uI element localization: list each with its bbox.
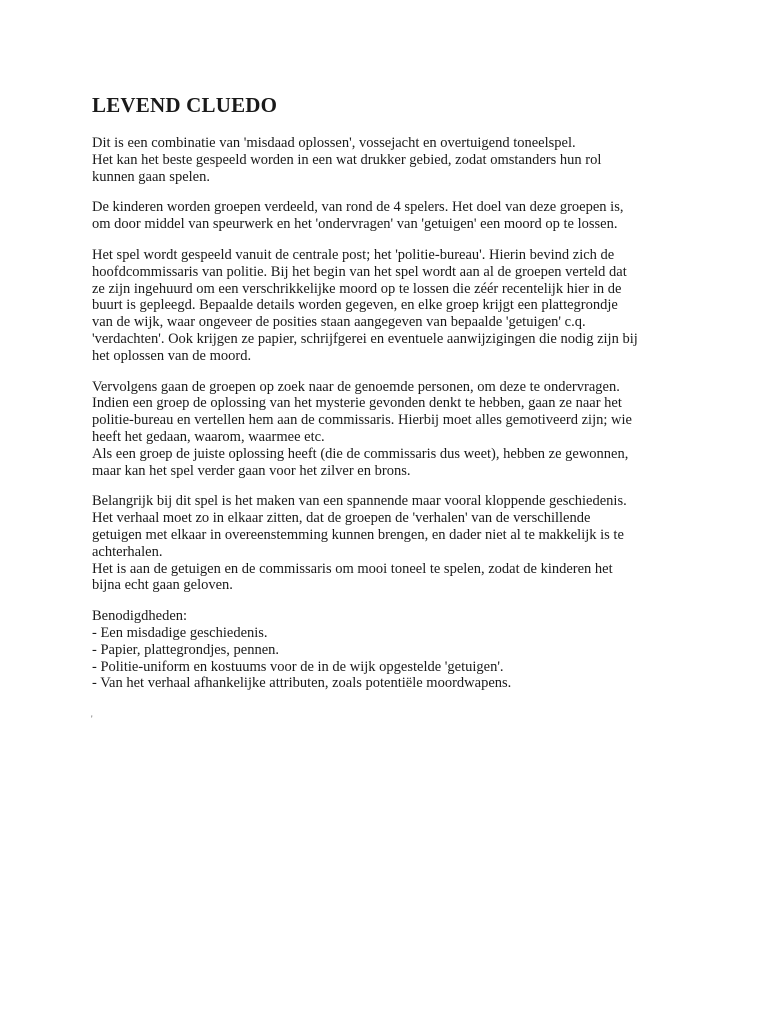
paragraph-story (92, 493, 682, 594)
paragraph-requirements (92, 608, 682, 692)
text-line: Vervolgens gaan de groepen op zoek naar de genoemde personen, om deze te ondervragen. (92, 378, 620, 395)
text-line: bijna echt gaan geloven. (92, 577, 233, 594)
requirement-item: - Papier, plattegrondjes, pennen. (92, 641, 280, 658)
text-line: om door middel van speurwerk en het 'ondervragen' van 'getuigen' een moord op te lossen. (92, 216, 618, 233)
text-line: heeft het gedaan, waarom, waarmee etc. (92, 428, 325, 445)
stray-mark: ' (91, 714, 93, 724)
text-line: Het is aan de getuigen en de commissaris om mooi toneel te spelen, zodat de kinderen het (92, 560, 613, 577)
text-line: het oplossen van de moord. (92, 347, 252, 364)
paragraph-setup (92, 247, 682, 365)
text-line: Het verhaal moet zo in elkaar zitten, dat de groepen de 'verhalen' van de verschillende (92, 510, 591, 527)
text-line: Het kan het beste gespeeld worden in een wat drukker gebied, zodat omstanders hun rol (92, 151, 602, 168)
paragraph-groups (92, 199, 682, 233)
document-title: LEVEND CLUEDO (92, 93, 278, 117)
text-line: achterhalen. (92, 543, 163, 560)
text-line: hoofdcommissaris van politie. Bij het begin van het spel wordt aan al de groepen verteld dat (92, 263, 627, 280)
text-line: 'verdachten'. Ook krijgen ze papier, schrijfgerei en eventuele aanwijzigingen die nodig zijn bij (92, 330, 638, 347)
text-line: Dit is een combinatie van 'misdaad oplossen', vossejacht en overtuigend toneelspel. (92, 135, 576, 151)
paragraph-gameplay (92, 379, 682, 480)
document-page (92, 92, 682, 706)
text-line: getuigen met elkaar in overeenstemming kunnen brengen, en dader niet al te makkelijk is te (92, 526, 624, 543)
text-line: ze zijn ingehuurd om een verschrikkelijke moord op te lossen die zéér recentelijk hier in de (92, 280, 622, 297)
requirement-item: - Van het verhaal afhankelijke attributen, zoals potentiële moordwapens. (92, 675, 512, 692)
text-line: kunnen gaan spelen. (92, 168, 210, 185)
text-line: buurt is gepleegd. Bepaalde details worden gegeven, en elke groep krijgt een plattegrondje (92, 297, 618, 314)
text-line: Belangrijk bij dit spel is het maken van een spannende maar vooral kloppende geschiedenis. (92, 493, 627, 510)
requirements-heading: Benodigdheden: (92, 608, 188, 625)
requirement-item: - Een misdadige geschiedenis. (92, 624, 268, 641)
requirement-item: - Politie-uniform en kostuums voor de in de wijk opgestelde 'getuigen'. (92, 658, 504, 675)
text-line: Als een groep de juiste oplossing heeft (die de commissaris dus weet), hebben ze gewonnen, (92, 445, 629, 462)
text-line: politie-bureau en vertellen hem aan de commissaris. Hierbij moet alles gemotiveerd zijn; wie (92, 412, 632, 429)
text-line: van de wijk, waar ongeveer de posities staan aangegeven van bepaalde 'getuigen' c.q. (92, 314, 586, 331)
paragraph-intro (92, 135, 682, 185)
text-line: Het spel wordt gespeeld vanuit de centrale post; het 'politie-bureau'. Hierin bevind zich de (92, 246, 615, 263)
text-line: Indien een groep de oplossing van het mysterie gevonden denkt te hebben, gaan ze naar het (92, 395, 622, 412)
text-line: De kinderen worden groepen verdeeld, van rond de 4 spelers. Het doel van deze groepen is, (92, 199, 624, 216)
text-line: maar kan het spel verder gaan voor het zilver en brons. (92, 462, 411, 479)
